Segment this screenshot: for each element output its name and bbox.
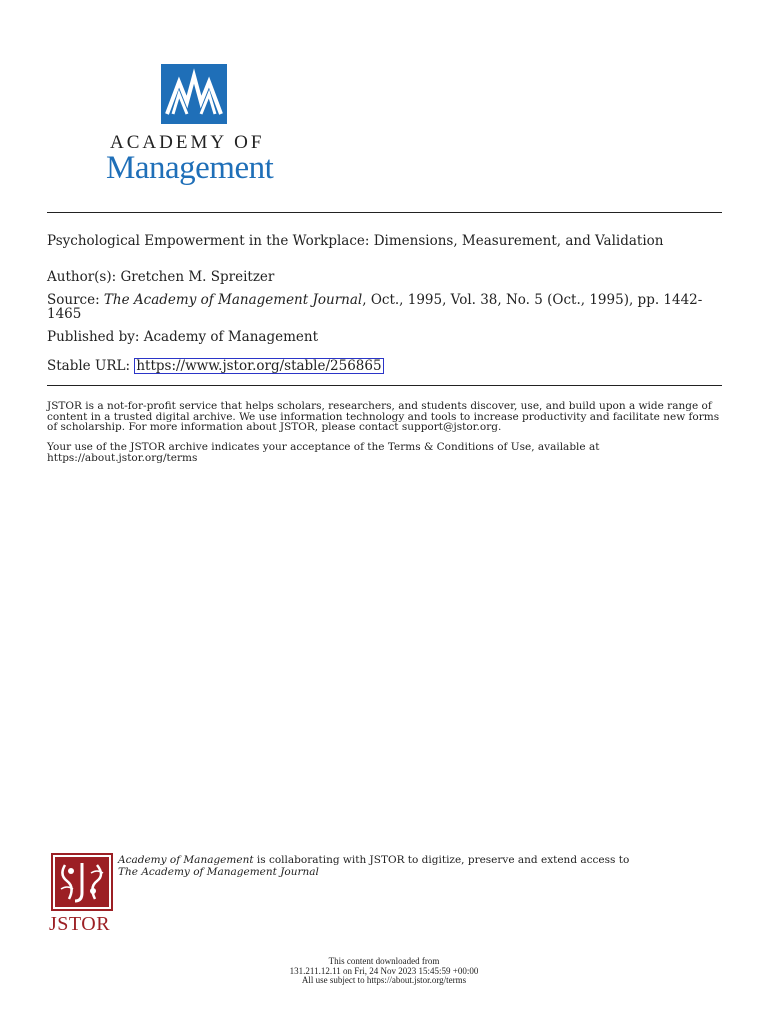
published-label: Published by: (47, 329, 140, 345)
article-title: Psychological Empowerment in the Workplace: Dimensions, Measurement, and Validation (47, 233, 664, 249)
academy-of-management-logo (104, 64, 294, 184)
publisher-value: Academy of Management (143, 329, 318, 345)
jstor-notice-paragraph: JSTOR is a not-for-profit service that helps scholars, researchers, and students discover, use, and build upon a wide range of content in a trusted digital archive. We use information technology and tools to increase productivity and facilitate new forms of scholarship. For more information about JSTOR, please contact support@jstor.org. (47, 400, 720, 433)
collab-journal: The Academy of Management Journal (118, 865, 319, 878)
logo-text-management: Management (106, 150, 274, 186)
jstor-emblem-icon (51, 853, 113, 911)
source-label: Source: (47, 292, 100, 308)
collaboration-statement (118, 855, 718, 878)
source-details: , Oct., 1995, Vol. 38, No. 5 (Oct., 1995), pp. 1442-1465 (47, 292, 703, 322)
mountain-logo-icon (161, 64, 227, 124)
jstor-wordmark: JSTOR (49, 913, 111, 935)
logo-text-academy-of: ACADEMY OF (110, 132, 265, 153)
collab-text: is collaborating with JSTOR to digitize, preserve and extend access to (253, 854, 630, 866)
source-journal: The Academy of Management Journal (103, 292, 363, 308)
article-publisher (47, 330, 717, 344)
footer-line-1: This content downloaded from (328, 956, 440, 966)
stable-url-link[interactable]: https://www.jstor.org/stable/256865 (136, 358, 382, 374)
divider-top (47, 212, 722, 213)
article-stable-url (47, 358, 717, 374)
stable-url-label: Stable URL: (47, 358, 131, 374)
authors-label: Author(s): (47, 269, 117, 285)
authors-value: Gretchen M. Spreitzer (120, 269, 275, 285)
divider-bottom (47, 385, 722, 386)
article-authors (47, 270, 717, 284)
article-source (47, 293, 717, 321)
terms-notice-paragraph: Your use of the JSTOR archive indicates your acceptance of the Terms & Conditions of Use, available at https://about.jstor.org/terms (47, 441, 600, 464)
footer-line-2: 131.211.12.11 on Fri, 24 Nov 2023 15:45:59 +00:00 (289, 965, 479, 976)
collab-org: Academy of Management (118, 854, 254, 866)
download-footer (0, 957, 768, 986)
jstor-logo (49, 853, 115, 935)
footer-line-3: All use subject to https://about.jstor.org/terms (301, 975, 467, 985)
